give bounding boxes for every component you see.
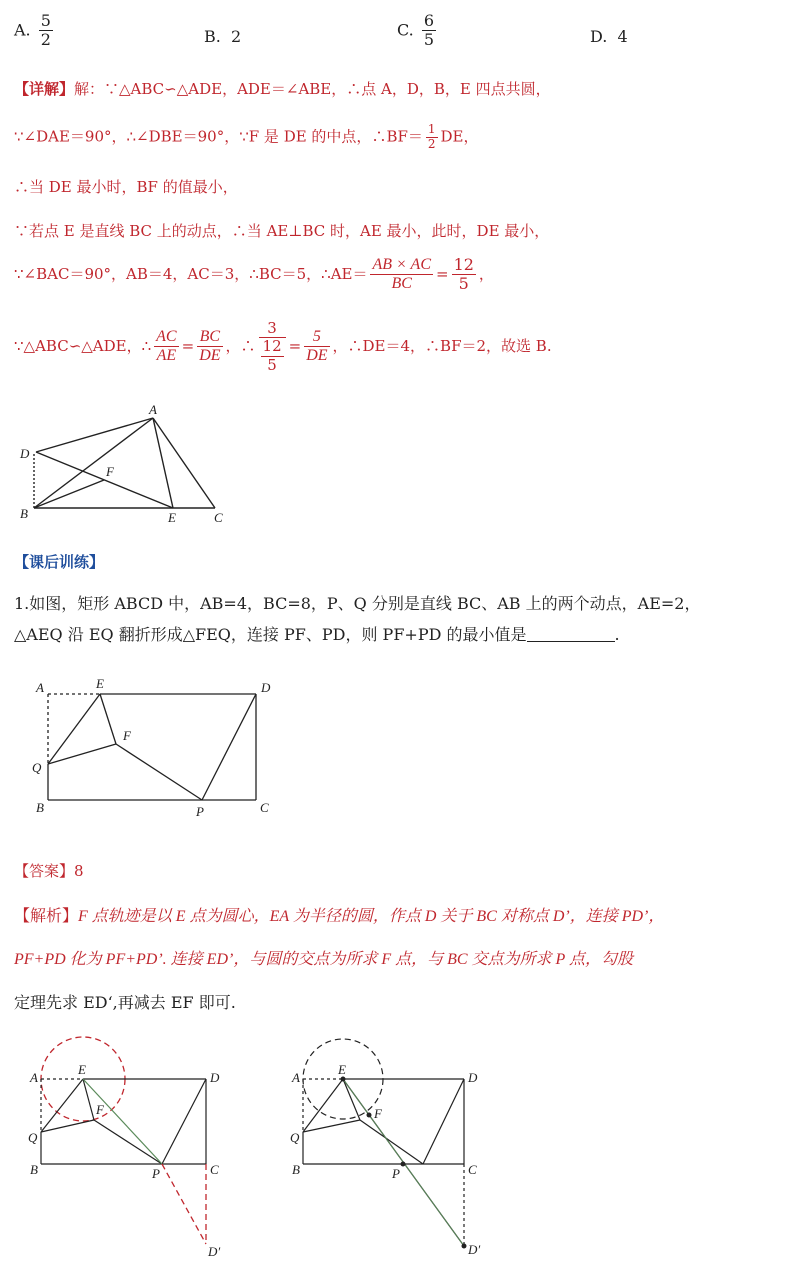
detail-line-2: ∵∠DAE＝90°，∴∠DBE＝90°，∵F 是 DE 的中点，∴BF＝ $\frac{1}{2}$ DE，	[14, 122, 479, 151]
svg-text:F: F	[96, 1102, 104, 1117]
fig4-point-e	[341, 1077, 346, 1082]
svg-text:P: P	[392, 1166, 400, 1181]
answer-tag: 【答案】	[14, 862, 75, 880]
svg-text:E: E	[78, 1062, 86, 1077]
answer-line	[14, 860, 84, 881]
svg-text:D′: D′	[468, 1242, 481, 1257]
figure-4	[286, 1032, 506, 1262]
svg-text:D′: D′	[208, 1244, 221, 1259]
section-title: 【课后训练】	[14, 553, 105, 571]
fig1-label-a: A	[149, 402, 157, 417]
answer-value: 8	[74, 862, 84, 880]
detail-line-3: ∴当 DE 最小时，BF 的值最小，	[14, 178, 238, 196]
option-b: B. 2	[204, 27, 242, 46]
svg-text:A: A	[292, 1070, 300, 1085]
fig1-label-f: F	[106, 464, 114, 479]
fig2-label-q: Q	[32, 760, 42, 775]
svg-text:F: F	[374, 1106, 382, 1121]
option-a-value: $\frac{5}{2}$	[40, 11, 51, 50]
segment-pd	[202, 694, 256, 800]
problem-line-2: △AEQ 沿 EQ 翻折形成△FEQ，连接 PF、PD，则 PF+PD 的最小值是 .	[14, 625, 620, 644]
answer-blank	[527, 627, 615, 642]
option-c-value: $\frac{6}{5}$	[423, 11, 435, 50]
segment-qf	[48, 744, 116, 764]
segment-fp	[116, 744, 202, 800]
fig4-point-f	[367, 1113, 372, 1118]
svg-text:A: A	[30, 1070, 38, 1085]
fig4-point-p	[401, 1162, 406, 1167]
fig2-label-b: B	[36, 800, 44, 815]
segment-da	[36, 418, 153, 452]
segment-qe	[48, 694, 100, 764]
option-b-value: 2	[231, 27, 242, 46]
fig1-label-b: B	[20, 506, 28, 521]
option-c: C. $\frac{6}{5}$	[397, 11, 435, 50]
detail-line-5: ∵∠BAC＝90°，AB＝4，AC＝3，∴BC＝5，∴AE＝ $\frac{AB \times AC}{BC}$ = $\frac{12}{5}$ ，	[14, 255, 494, 294]
option-a	[14, 12, 56, 50]
detail-line-6: ∵△ABC∽△ADE，∴ $\frac{AC}{AE}$ = $\frac{BC}{DE}$ ，∴ $\frac{3}{\frac{12}{5}}$ = $\frac{5}{DE}$ ，∴DE＝4，∴BF＝2，故选 B.	[14, 319, 552, 374]
svg-text:B: B	[30, 1162, 38, 1177]
analysis-line-2: PF+PD 化为 PF+PD’. 连接 ED’，与圆的交点为所求 F 点，与 BC 交点为所求 P 点，勾股	[14, 951, 634, 968]
fig3-segment-pd2	[162, 1164, 206, 1244]
detail-tag: 【详解】	[14, 80, 75, 98]
svg-text:D: D	[468, 1070, 478, 1085]
svg-text:Q: Q	[28, 1130, 38, 1145]
option-d: D. 4	[590, 27, 628, 46]
fig1-label-e: E	[168, 510, 176, 525]
problem-line-1: 1.如图，矩形 ABCD 中，AB=4，BC=8，P、Q 分别是直线 BC、AB 上的两个动点，AE=2，	[14, 594, 701, 613]
fig2-label-p: P	[196, 804, 204, 819]
fig2-label-c: C	[260, 800, 269, 815]
fig1-label-d: D	[20, 446, 30, 461]
svg-text:C: C	[468, 1162, 477, 1177]
figure-1	[10, 398, 240, 528]
segment-ab	[34, 418, 153, 508]
fig2-label-f: F	[123, 728, 131, 743]
detail-line-1: 【详解】解：∵△ABC∽△ADE，ADE＝∠ABE，∴点 A，D，B，E 四点共圆，	[14, 80, 551, 98]
svg-text:P: P	[152, 1166, 160, 1181]
fig2-label-e: E	[96, 676, 104, 691]
analysis-line-1: 【解析】F 点轨迹是以 E 点为圆心，EA 为半径的圆，作点 D 关于 BC 对称点 D’，连接 PD’，	[14, 906, 665, 925]
segment-bf	[34, 480, 104, 508]
option-a-label: A.	[14, 20, 31, 40]
figure-3	[26, 1032, 246, 1262]
svg-text:Q: Q	[290, 1130, 300, 1145]
detail-line-4: ∵若点 E 是直线 BC 上的动点，∴当 AE⊥BC 时，AE 最小，此时，DE 最小，	[14, 222, 550, 240]
svg-text:C: C	[210, 1162, 219, 1177]
fig4-point-d2	[462, 1244, 467, 1249]
fig2-label-d: D	[261, 680, 271, 695]
segment-ef	[100, 694, 116, 744]
fig2-label-a: A	[36, 680, 44, 695]
analysis-tag: 【解析】	[14, 906, 79, 925]
option-d-value: 4	[617, 27, 628, 46]
svg-text:D: D	[210, 1070, 220, 1085]
svg-text:B: B	[292, 1162, 300, 1177]
fig1-label-c: C	[214, 510, 223, 525]
analysis-line-3: 定理先求 ED‘,再减去 EF 即可.	[14, 993, 236, 1012]
svg-text:E: E	[338, 1062, 346, 1077]
figure-2	[28, 676, 288, 822]
